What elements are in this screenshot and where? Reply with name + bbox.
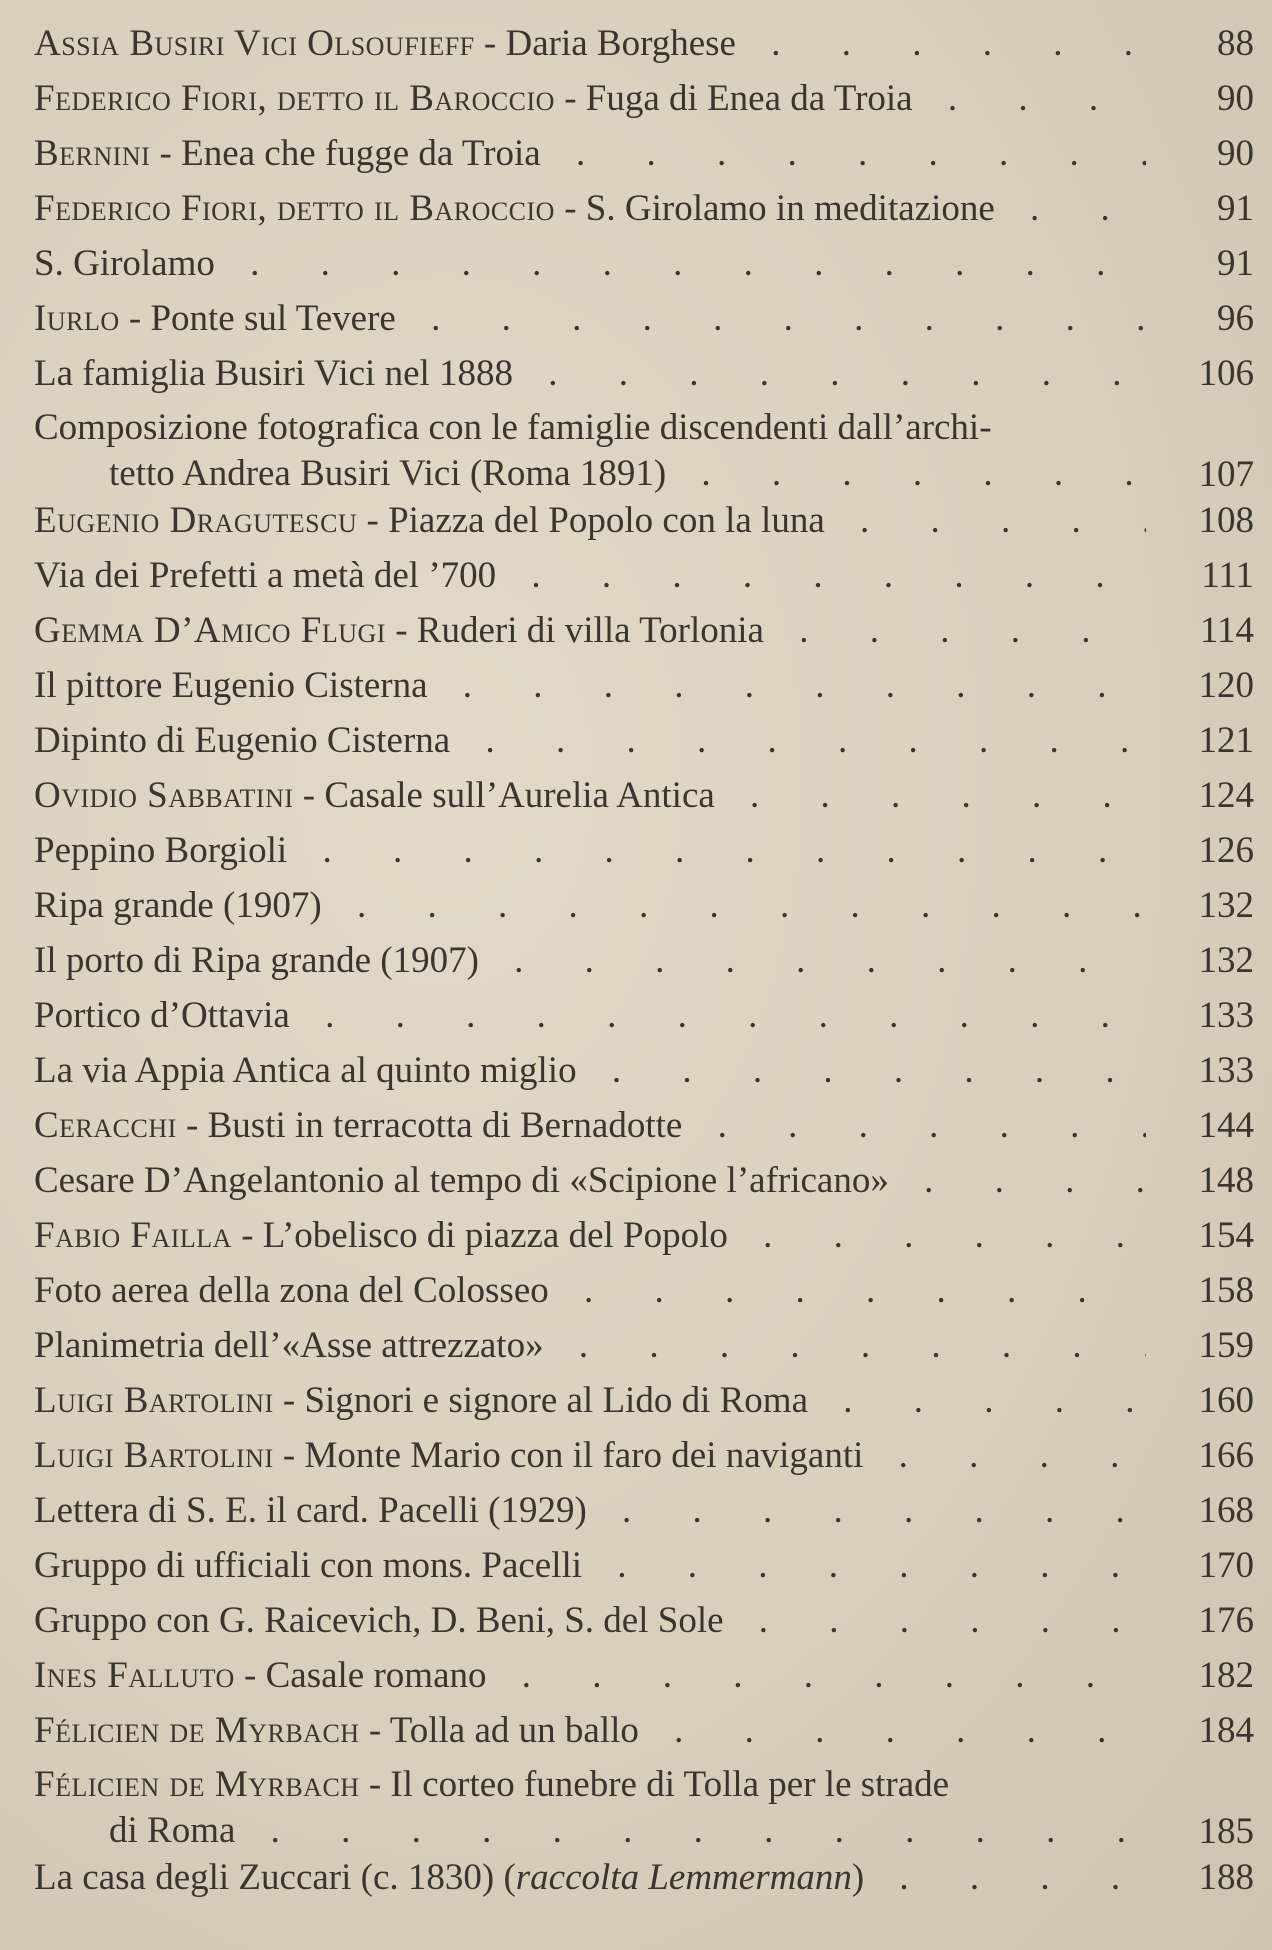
index-entry [34, 1373, 1256, 1428]
entry-title: Dipinto di Eugenio Cisterna [34, 720, 451, 761]
entry-caption [34, 1850, 1146, 1905]
entry-title: Via dei Prefetti a metà del ’700 [34, 555, 497, 596]
entry-title: Tolla ad un ballo [389, 1710, 639, 1751]
entry-page-number: 88 [1217, 23, 1254, 64]
entry-caption [34, 823, 1146, 878]
entry-caption [34, 933, 1146, 988]
entry-page-number: 132 [1198, 885, 1254, 926]
entry-title: Lettera di S. E. il card. Pacelli (1929) [34, 1490, 587, 1531]
entry-caption [34, 1153, 1146, 1208]
entry-title: La via Appia Antica al quinto miglio [34, 1050, 577, 1091]
entry-caption [34, 1538, 1146, 1593]
entry-title: Il porto di Ripa grande (1907) [34, 940, 479, 981]
entry-title: Piazza del Popolo con la luna [388, 500, 825, 541]
entry-page-number: 132 [1198, 940, 1254, 981]
index-entry [34, 548, 1256, 603]
entry-author: Iurlo [34, 298, 120, 339]
entry-title: Cesare D’Angelantonio al tempo di «Scipione l’africano» [34, 1160, 889, 1201]
entry-title: Casale sull’Aurelia Antica [324, 775, 715, 816]
entry-page-number: 170 [1198, 1545, 1254, 1586]
entry-author: Ceracchi [34, 1105, 177, 1146]
entry-page-number: 185 [1198, 1811, 1254, 1852]
index-entry [34, 1483, 1256, 1538]
entry-page-number: 158 [1198, 1270, 1254, 1311]
entry-separator: - [293, 775, 325, 816]
index-entry [34, 988, 1256, 1043]
entry-author: Ines Falluto [34, 1655, 235, 1696]
entry-title: Busti in terracotta di Bernadotte [207, 1105, 683, 1146]
entry-continuation: di Roma . . . [34, 1808, 1146, 1854]
entry-page-number: 182 [1198, 1655, 1254, 1696]
entry-caption [34, 658, 1146, 713]
index-entry [34, 16, 1256, 71]
entry-caption [34, 71, 1146, 126]
entry-title: Ripa grande (1907) [34, 885, 322, 926]
entry-separator: - [176, 1105, 208, 1146]
entry-page-number: 148 [1198, 1160, 1254, 1201]
entry-page-number: 166 [1198, 1435, 1254, 1476]
entry-author: Gemma D’Amico Flugi [34, 610, 386, 651]
index-entry [34, 1208, 1256, 1263]
entry-caption [34, 181, 1146, 236]
entry-title: Gruppo con G. Raicevich, D. Beni, S. del Sole [34, 1600, 724, 1641]
entry-title: S. Girolamo [34, 243, 215, 284]
index-entry [34, 1043, 1256, 1098]
index-entry [34, 1648, 1256, 1703]
entry-caption [34, 236, 1146, 291]
entry-page-number: 107 [1198, 454, 1254, 495]
entry-title: Daria Borghese [505, 23, 736, 64]
index-entry [34, 1850, 1256, 1905]
entry-closing-text: ) [851, 1857, 865, 1898]
index-entry [34, 768, 1256, 823]
entry-separator: - [359, 1710, 390, 1751]
index-entry [34, 181, 1256, 236]
index-entry [34, 493, 1256, 548]
entry-caption [34, 1648, 1146, 1703]
entry-page-number: 121 [1198, 720, 1254, 761]
entry-caption [34, 126, 1146, 181]
entry-separator: - [554, 78, 586, 119]
index-entry [34, 1538, 1256, 1593]
entry-caption [34, 1098, 1146, 1153]
entry-author: Félicien de Myrbach [34, 1764, 360, 1805]
index-entry [34, 823, 1256, 878]
entry-title: Foto aerea della zona del Colosseo [34, 1270, 549, 1311]
entry-separator: - [273, 1380, 305, 1421]
illustration-index [34, 16, 1256, 1905]
entry-page-number: 144 [1198, 1105, 1254, 1146]
entry-author: Ovidio Sabbatini [34, 775, 294, 816]
entry-title: Planimetria dell’«Asse attrezzato» [34, 1325, 544, 1366]
entry-author: Luigi Bartolini [34, 1380, 274, 1421]
entry-separator: - [474, 23, 506, 64]
entry-separator: - [357, 500, 389, 541]
entry-page-number: 90 [1217, 133, 1254, 174]
entry-caption [34, 1428, 1146, 1483]
entry-title: La casa degli Zuccari (c. 1830) ( [34, 1857, 516, 1898]
entry-title: Gruppo di ufficiali con mons. Pacelli [34, 1545, 583, 1586]
entry-caption [34, 1208, 1146, 1263]
entry-page-number: 114 [1199, 610, 1254, 651]
entry-page-number: 96 [1217, 298, 1254, 339]
entry-title: Il pittore Eugenio Cisterna [34, 665, 428, 706]
entry-page-number: 91 [1217, 188, 1254, 229]
index-entry [34, 1318, 1256, 1373]
index-entry [34, 1428, 1256, 1483]
entry-title: Enea che fugge da Troia [181, 133, 541, 174]
entry-caption [34, 548, 1146, 603]
entry-caption [34, 1703, 1146, 1758]
entry-author: Félicien de Myrbach [34, 1710, 360, 1751]
entry-caption [34, 768, 1146, 823]
entry-separator: - [234, 1655, 266, 1696]
entry-italic-source: raccolta Lemmermann [515, 1857, 852, 1898]
entry-page-number: 124 [1198, 775, 1254, 816]
index-entry [34, 933, 1256, 988]
entry-separator: - [273, 1435, 305, 1476]
entry-caption [34, 1263, 1146, 1318]
entry-title: S. Girolamo in meditazione [585, 188, 995, 229]
entry-title: Monte Mario con il faro dei naviganti [304, 1435, 864, 1476]
index-entry [34, 878, 1256, 933]
entry-caption [34, 346, 1146, 401]
index-entry [34, 1153, 1256, 1208]
entry-page-number: 160 [1198, 1380, 1254, 1421]
entry-title: Signori e signore al Lido di Roma [304, 1380, 808, 1421]
entry-page-number: 108 [1198, 500, 1254, 541]
index-entry [34, 1593, 1256, 1648]
entry-title: Ruderi di villa Torlonia [416, 610, 764, 651]
index-entry [34, 291, 1256, 346]
entry-title: Composizione fotografica con le famiglie discendenti dall’archi- [34, 407, 992, 448]
index-entry [34, 1263, 1256, 1318]
entry-continuation: tetto Andrea Busiri Vici (Roma 1891) . . . [34, 451, 1146, 497]
entry-author: Assia Busiri Vici Olsoufieff [34, 23, 475, 64]
entry-separator: - [231, 1215, 263, 1256]
index-entry [34, 1098, 1256, 1153]
index-entry [34, 126, 1256, 181]
entry-caption [34, 1318, 1146, 1373]
entry-caption [34, 988, 1146, 1043]
entry-title: Ponte sul Tevere [150, 298, 396, 339]
entry-page-number: 106 [1198, 353, 1254, 394]
entry-author: Bernini [34, 133, 151, 174]
entry-author: Luigi Bartolini [34, 1435, 274, 1476]
entry-page-number: 90 [1217, 78, 1254, 119]
entry-author: Federico Fiori, detto il Baroccio [34, 188, 555, 229]
entry-author: Fabio Failla [34, 1215, 232, 1256]
entry-page-number: 184 [1198, 1710, 1254, 1751]
entry-page-number: 188 [1198, 1857, 1254, 1898]
entry-caption [34, 1593, 1146, 1648]
entry-title: La famiglia Busiri Vici nel 1888 [34, 353, 514, 394]
entry-caption [34, 493, 1146, 548]
entry-caption [34, 713, 1146, 768]
entry-page-number: 133 [1198, 995, 1254, 1036]
entry-title: Casale romano [265, 1655, 487, 1696]
entry-caption [34, 1483, 1146, 1538]
entry-page-number: 176 [1198, 1600, 1254, 1641]
entry-title: Portico d’Ottavia [34, 995, 290, 1036]
entry-page-number: 126 [1198, 830, 1254, 871]
entry-separator: - [150, 133, 182, 174]
entry-title: L’obelisco di piazza del Popolo [262, 1215, 728, 1256]
index-entry [34, 401, 1256, 493]
index-entry [34, 658, 1256, 713]
entry-title: Fuga di Enea da Troia [585, 78, 913, 119]
index-entry [34, 71, 1256, 126]
entry-caption [34, 1373, 1146, 1428]
entry-page-number: 159 [1198, 1325, 1254, 1366]
entry-page-number: 154 [1198, 1215, 1254, 1256]
entry-page-number: 168 [1198, 1490, 1254, 1531]
entry-caption [34, 1043, 1146, 1098]
index-entry [34, 1703, 1256, 1758]
entry-page-number: 91 [1217, 243, 1254, 284]
index-entry [34, 1758, 1256, 1850]
entry-caption [34, 291, 1146, 346]
entry-caption [34, 603, 1146, 658]
entry-page-number: 111 [1201, 555, 1254, 596]
entry-separator: - [359, 1764, 391, 1805]
entry-title: Peppino Borgioli [34, 830, 288, 871]
index-entry [34, 346, 1256, 401]
index-entry [34, 236, 1256, 291]
entry-page-number: 133 [1198, 1050, 1254, 1091]
entry-page-number: 120 [1198, 665, 1254, 706]
index-entry [34, 713, 1256, 768]
entry-title: Il corteo funebre di Tolla per le strade [390, 1764, 950, 1805]
entry-author: Eugenio Dragutescu [34, 500, 358, 541]
index-entry [34, 603, 1256, 658]
entry-separator: - [554, 188, 586, 229]
entry-author: Federico Fiori, detto il Baroccio [34, 78, 555, 119]
entry-caption [34, 16, 1146, 71]
entry-caption [34, 405, 1146, 497]
entry-separator: - [385, 610, 417, 651]
entry-separator: - [119, 298, 151, 339]
entry-caption [34, 878, 1146, 933]
entry-caption [34, 1762, 1146, 1854]
